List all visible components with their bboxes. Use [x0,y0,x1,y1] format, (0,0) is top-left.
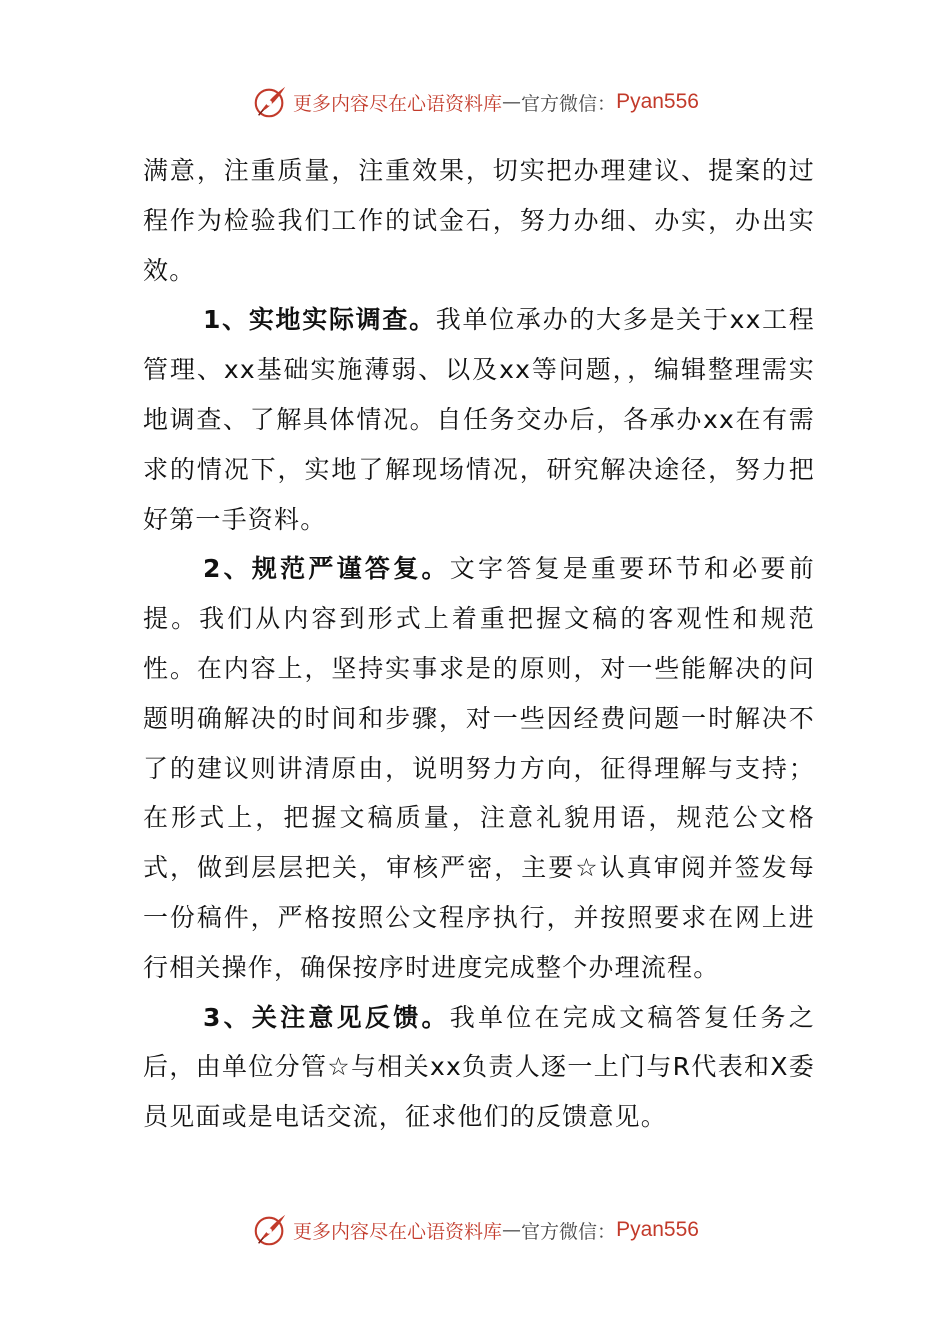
quill-logo-icon [251,83,289,121]
paragraph-heading: 1、实地实际调查。 [203,305,436,335]
paragraph-text: 满意，注重质量，注重效果，切实把办理建议、提案的过程作为检验我们工作的试金石，努力办细、办实，办出实效。 [143,156,815,285]
paragraph-site-survey [143,295,815,544]
watermark-wechat-id: Pyan556 [616,1218,699,1241]
watermark-dash: — [502,91,522,113]
document-body [143,146,815,1142]
paragraph-heading: 3、关注意见反馈。 [203,1002,450,1032]
paragraph-text: 文字答复是重要环节和必要前提。我们从内容到形式上着重把握文稿的客观性和规范性。在内容上，坚持实事求是的原则，对一些能解决的问题明确解决的时间和步骤，对一些因经费问题一时解决不了的建议则讲清原由，说明努力方向，征得理解与支持；在形式上，把握文稿质量，注意礼貌用语，规范公文格式，做到层层把关，审核严密，主要☆认真审阅并签发每一份稿件，严格按照公文程序执行，并按照要求在网上进行相关操作，确保按序时进度完成整个办理流程。 [143,554,815,982]
watermark-wechat-label: 官方微信： [521,92,617,115]
paragraph-heading: 2、规范严谨答复。 [203,554,450,584]
quill-logo-icon [251,1211,289,1249]
paragraph-text: 我单位承办的大多是关于xx工程管理、xx基础实施薄弱、以及xx等问题，，编辑整理需实地调查、了解具体情况。自任务交办后，各承办xx在有需求的情况下，实地了解现场情况，研究解决途径，努力把好第一手资料。 [143,305,815,534]
watermark-dash: — [502,1219,522,1241]
header-watermark [0,82,950,122]
watermark-wechat-label: 官方微信： [521,1220,617,1243]
footer-watermark [0,1210,950,1250]
watermark-brand: 更多内容尽在心语资料库 [293,92,503,115]
watermark-brand: 更多内容尽在心语资料库 [293,1220,503,1243]
paragraph-continuation [143,146,815,295]
paragraph-text: 我单位在完成文稿答复任务之后，由单位分管☆与相关xx负责人逐一上门与R代表和X委员见面或是电话交流，征求他们的反馈意见。 [143,1002,815,1132]
paragraph-standard-reply [143,544,815,992]
paragraph-feedback [143,993,815,1142]
watermark-wechat-id: Pyan556 [616,90,699,113]
